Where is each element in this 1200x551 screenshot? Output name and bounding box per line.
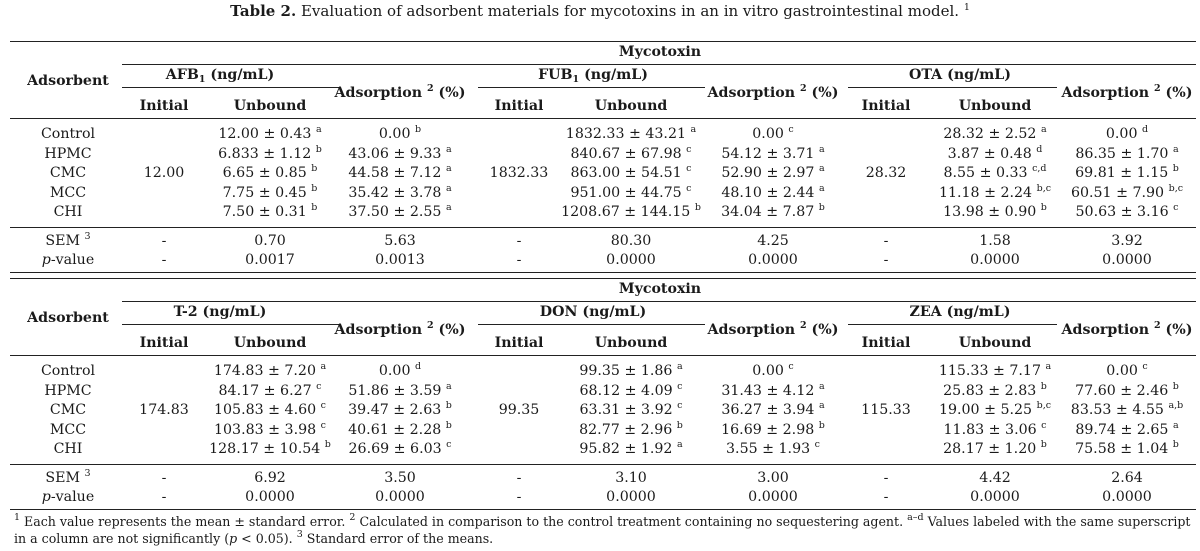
- pvalue-value: -: [516, 252, 522, 268]
- mycotoxin-header: Mycotoxin: [618, 44, 702, 60]
- pvalue-value: 0.0000: [970, 252, 1020, 268]
- pvalue-value: 0.0000: [748, 489, 798, 505]
- row-label: HPMC: [44, 145, 92, 162]
- table-cell: 84.17 ± 6.27 $^c$: [218, 380, 322, 399]
- sem-value: -: [516, 233, 522, 249]
- table-cell: 34.04 ± 7.87 $^b$: [721, 202, 825, 220]
- sem-value: 6.92: [254, 470, 286, 486]
- table-cell: 54.12 ± 3.71 $^a$: [721, 143, 825, 162]
- sem-value: 3.10: [615, 470, 647, 486]
- pvalue-value: 0.0017: [245, 252, 295, 268]
- caption-note: 1: [963, 2, 970, 13]
- table-cell: 36.27 ± 3.94 $^a$: [721, 400, 825, 418]
- sem-value: 2.64: [1111, 470, 1143, 486]
- adsorption-header: Adsorption $^2$ (%): [707, 320, 839, 338]
- table-cell: 6.65 ± 0.85 $^b$: [222, 163, 318, 181]
- table-cell: 28.17 ± 1.20 $^b$: [943, 439, 1047, 457]
- table-cell: 7.50 ± 0.31 $^b$: [222, 202, 318, 220]
- table-cell: 95.82 ± 1.92 $^a$: [579, 439, 683, 457]
- pvalue-value: 0.0000: [606, 489, 656, 505]
- sem-value: 3.92: [1111, 233, 1143, 249]
- adsorption-header: Adsorption $^2$ (%): [1061, 83, 1193, 101]
- row-label: CHI: [53, 441, 83, 457]
- table-cell: 3.87 ± 0.48 $^d$: [947, 143, 1043, 162]
- table-cell: 12.00 ± 0.43 $^a$: [218, 124, 322, 142]
- pvalue-value: -: [161, 252, 167, 268]
- table-cell: 16.69 ± 2.98 $^b$: [721, 419, 825, 438]
- sem-label: SEM $^3$: [45, 231, 91, 249]
- group-rule: [478, 87, 705, 88]
- mycotoxin-header: Mycotoxin: [618, 281, 702, 297]
- toxin-header: OTA (ng/mL): [909, 67, 1011, 83]
- sem-value: 3.50: [384, 470, 416, 486]
- initial-header: Initial: [861, 335, 911, 351]
- row-label: CMC: [49, 165, 87, 181]
- mycotoxin-rule: [122, 301, 1196, 302]
- table-cell: 0.00 $^d$: [1105, 124, 1149, 142]
- pvalue-label: p-value: [41, 252, 95, 268]
- table-cell: 26.69 ± 6.03 $^c$: [348, 439, 452, 457]
- pvalue-label: p-value: [41, 489, 95, 505]
- table-cell: 89.74 ± 2.65 $^a$: [1075, 419, 1179, 438]
- table-cell: 75.58 ± 1.04 $^b$: [1075, 439, 1179, 457]
- table-cell: 0.00 $^c$: [752, 124, 794, 142]
- sem-value: 80.30: [610, 233, 652, 249]
- table-cell: 31.43 ± 4.12 $^a$: [721, 380, 825, 399]
- unbound-header: Unbound: [233, 335, 307, 351]
- adsorption-header: Adsorption $^2$ (%): [1061, 320, 1193, 338]
- table-cell: 8.55 ± 0.33 $^{c,d}$: [943, 163, 1047, 181]
- table-cell: 174.83 ± 7.20 $^a$: [213, 361, 327, 379]
- table-cell: 43.06 ± 9.33 $^a$: [348, 143, 452, 162]
- table-cell: 35.42 ± 3.78 $^a$: [348, 182, 452, 201]
- table-cell: 7.75 ± 0.45 $^b$: [222, 182, 318, 201]
- group-rule: [478, 324, 705, 325]
- table-cell: 48.10 ± 2.44 $^a$: [721, 182, 825, 201]
- sem-value: 0.70: [254, 233, 286, 249]
- table-cell: 11.18 ± 2.24 $^{b,c}$: [938, 182, 1052, 201]
- table-cell: 99.35 ± 1.86 $^a$: [579, 361, 683, 379]
- table-cell: 37.50 ± 2.55 $^a$: [348, 202, 452, 220]
- table-cell: 25.83 ± 2.83 $^b$: [943, 380, 1047, 399]
- table-cell: 63.31 ± 3.92 $^c$: [579, 400, 683, 418]
- table-cell: 52.90 ± 2.97 $^a$: [721, 163, 825, 181]
- pvalue-value: -: [883, 252, 889, 268]
- mycotoxin-rule: [122, 64, 1196, 65]
- row-label: MCC: [49, 184, 87, 201]
- table-cell: 128.17 ± 10.54 $^b$: [209, 439, 331, 457]
- header-rule: [10, 118, 1196, 119]
- initial-header: Initial: [139, 98, 189, 114]
- row-label: Control: [40, 126, 96, 142]
- initial-value: 115.33: [861, 402, 911, 418]
- unbound-header: Unbound: [958, 98, 1032, 114]
- table-cell: 60.51 ± 7.90 $^{b,c}$: [1070, 182, 1184, 201]
- table-rule-top: [10, 41, 1196, 42]
- sem-value: -: [161, 470, 167, 486]
- unbound-header: Unbound: [594, 335, 668, 351]
- initial-value: 174.83: [139, 402, 189, 418]
- sem-value: -: [161, 233, 167, 249]
- adsorption-header: Adsorption $^2$ (%): [334, 320, 466, 338]
- toxin-header: ZEA (ng/mL): [909, 304, 1011, 320]
- initial-header: Initial: [861, 98, 911, 114]
- unbound-header: Unbound: [233, 98, 307, 114]
- table-rule-top: [10, 278, 1196, 279]
- table-cell: 951.00 ± 44.75 $^c$: [570, 182, 692, 201]
- adsorbent-header: Adsorbent: [27, 310, 109, 326]
- pvalue-value: 0.0013: [375, 252, 425, 268]
- initial-value: 99.35: [498, 402, 540, 418]
- toxin-header: T-2 (ng/mL): [173, 304, 267, 320]
- adsorption-header: Adsorption $^2$ (%): [707, 83, 839, 101]
- sem-value: 3.00: [757, 470, 789, 486]
- sem-value: 1.58: [979, 233, 1011, 249]
- table-cell: 103.83 ± 3.98 $^c$: [214, 419, 326, 438]
- table-cell: 19.00 ± 5.25 $^{b,c}$: [938, 400, 1052, 418]
- adsorbent-header: Adsorbent: [27, 73, 109, 89]
- table-cell: 69.81 ± 1.15 $^b$: [1075, 163, 1179, 181]
- row-label: CHI: [53, 204, 83, 220]
- pvalue-value: 0.0000: [245, 489, 295, 505]
- table-cell: 28.32 ± 2.52 $^a$: [943, 124, 1047, 142]
- pvalue-value: 0.0000: [1102, 489, 1152, 505]
- group-rule: [848, 87, 1057, 88]
- table-cell: 77.60 ± 2.46 $^b$: [1075, 380, 1179, 399]
- table-cell: 6.833 ± 1.12 $^b$: [218, 143, 322, 162]
- table-cell: 11.83 ± 3.06 $^c$: [943, 419, 1047, 438]
- table-caption: [0, 2, 1200, 20]
- row-label: HPMC: [44, 382, 92, 399]
- table-rule-bottom: [10, 272, 1196, 273]
- table-cell: 863.00 ± 54.51 $^c$: [570, 163, 692, 181]
- table-cell: 51.86 ± 3.59 $^a$: [348, 380, 452, 399]
- initial-value: 1832.33: [489, 165, 549, 181]
- table-cell: 115.33 ± 7.17 $^a$: [938, 361, 1052, 379]
- table-cell: 0.00 $^d$: [378, 361, 422, 379]
- initial-value: 28.32: [865, 165, 907, 181]
- pvalue-value: 0.0000: [1102, 252, 1152, 268]
- sem-value: 4.42: [979, 470, 1011, 486]
- table-cell: 68.12 ± 4.09 $^c$: [579, 380, 683, 399]
- table-cell: 0.00 $^c$: [1106, 361, 1148, 379]
- pvalue-value: -: [516, 489, 522, 505]
- pvalue-value: 0.0000: [375, 489, 425, 505]
- initial-header: Initial: [494, 98, 544, 114]
- sem-value: -: [883, 470, 889, 486]
- table-cell: 840.67 ± 67.98 $^c$: [570, 143, 692, 162]
- table-cell: 3.55 ± 1.93 $^c$: [726, 439, 820, 457]
- table-cell: 0.00 $^b$: [378, 124, 422, 142]
- table-cell: 13.98 ± 0.90 $^b$: [943, 202, 1047, 220]
- initial-header: Initial: [494, 335, 544, 351]
- pvalue-value: -: [161, 489, 167, 505]
- group-rule: [122, 324, 340, 325]
- table-cell: 39.47 ± 2.63 $^b$: [348, 400, 452, 418]
- table-label: Table 2.: [230, 2, 297, 20]
- footnote: $^1$ Each value represents the mean ± standard error. $^2$ Calculated in comparison to the control treatment containing no sequestering agent. $^{a-d}$ Values labeled with the same superscript in a column are not significantly (p < 0.05). $^3$ Standard error of the means.: [14, 512, 1191, 546]
- sem-value: 4.25: [757, 233, 789, 249]
- unbound-header: Unbound: [958, 335, 1032, 351]
- toxin-header: $AFB_1$ (ng/mL): [165, 67, 275, 85]
- table-cell: 83.53 ± 4.55 $^{a,b}$: [1070, 400, 1184, 418]
- table-cell: 1208.67 ± 144.15 $^b$: [561, 202, 701, 220]
- table-cell: 105.83 ± 4.60 $^c$: [214, 400, 326, 418]
- table-cell: 40.61 ± 2.28 $^b$: [348, 419, 452, 438]
- sem-value: -: [883, 233, 889, 249]
- row-label: CMC: [49, 402, 87, 418]
- pvalue-value: 0.0000: [970, 489, 1020, 505]
- group-rule: [122, 87, 340, 88]
- table-cell: 44.58 ± 7.12 $^a$: [348, 163, 452, 181]
- sem-label: SEM $^3$: [45, 468, 91, 486]
- sem-value: -: [516, 470, 522, 486]
- toxin-header: $FUB_1$ (ng/mL): [538, 67, 648, 85]
- table-cell: 1832.33 ± 43.21 $^a$: [565, 124, 697, 142]
- row-label: MCC: [49, 421, 87, 438]
- unbound-header: Unbound: [594, 98, 668, 114]
- pvalue-value: -: [883, 489, 889, 505]
- body-rule: [10, 227, 1196, 228]
- caption-text: Evaluation of adsorbent materials for mycotoxins in an in vitro gastrointestinal model.: [300, 2, 960, 20]
- pvalue-value: 0.0000: [748, 252, 798, 268]
- table-cell: 86.35 ± 1.70 $^a$: [1075, 143, 1179, 162]
- initial-value: 12.00: [143, 165, 185, 181]
- initial-header: Initial: [139, 335, 189, 351]
- table-cell: 82.77 ± 2.96 $^b$: [579, 419, 683, 438]
- group-rule: [848, 324, 1057, 325]
- header-rule: [10, 355, 1196, 356]
- table-rule-bottom: [10, 509, 1196, 510]
- table-cell: 50.63 ± 3.16 $^c$: [1075, 202, 1179, 220]
- sem-value: 5.63: [384, 233, 416, 249]
- body-rule: [10, 464, 1196, 465]
- pvalue-value: 0.0000: [606, 252, 656, 268]
- adsorption-header: Adsorption $^2$ (%): [334, 83, 466, 101]
- toxin-header: DON (ng/mL): [539, 304, 647, 320]
- table-cell: 0.00 $^c$: [752, 361, 794, 379]
- row-label: Control: [40, 363, 96, 379]
